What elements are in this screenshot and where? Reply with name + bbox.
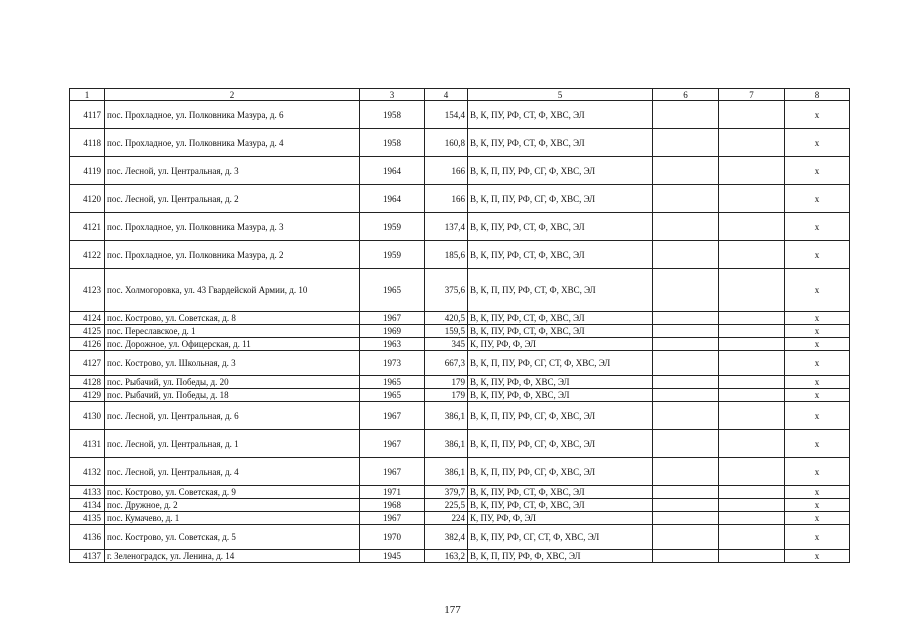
row-number: 4129: [70, 389, 105, 402]
table-row: [70, 550, 850, 563]
col7-cell: [719, 129, 785, 157]
services-cell: В, К, ПУ, РФ, СТ, Ф, ХВС, ЭЛ: [468, 325, 653, 338]
address-cell: пос. Прохладное, ул. Полковника Мазура, д. 2: [105, 241, 360, 269]
col6-cell: [653, 458, 719, 486]
table-row: [70, 241, 850, 269]
services-cell: В, К, ПУ, РФ, СГ, СТ, Ф, ХВС, ЭЛ: [468, 525, 653, 550]
area-cell: 386,1: [425, 402, 468, 430]
services-cell: В, К, П, ПУ, РФ, СГ, СТ, Ф, ХВС, ЭЛ: [468, 351, 653, 376]
table-row: [70, 338, 850, 351]
col6-cell: [653, 486, 719, 499]
year-cell: 1958: [360, 101, 425, 129]
year-cell: 1970: [360, 525, 425, 550]
row-number: 4131: [70, 430, 105, 458]
area-cell: 379,7: [425, 486, 468, 499]
row-number: 4137: [70, 550, 105, 563]
services-cell: К, ПУ, РФ, Ф, ЭЛ: [468, 338, 653, 351]
table-row: [70, 402, 850, 430]
col6-cell: [653, 338, 719, 351]
col7-cell: [719, 325, 785, 338]
table-row: [70, 213, 850, 241]
col6-cell: [653, 550, 719, 563]
address-cell: пос. Лесной, ул. Центральная, д. 6: [105, 402, 360, 430]
header-cell: 3: [360, 89, 425, 101]
area-cell: 667,3: [425, 351, 468, 376]
row-number: 4118: [70, 129, 105, 157]
year-cell: 1969: [360, 325, 425, 338]
year-cell: 1965: [360, 269, 425, 312]
table-row: [70, 376, 850, 389]
page-number: 177: [444, 604, 461, 616]
mark-cell: x: [785, 486, 850, 499]
col6-cell: [653, 376, 719, 389]
col7-cell: [719, 213, 785, 241]
year-cell: 1967: [360, 512, 425, 525]
col7-cell: [719, 512, 785, 525]
col6-cell: [653, 499, 719, 512]
year-cell: 1963: [360, 338, 425, 351]
col7-cell: [719, 269, 785, 312]
year-cell: 1959: [360, 241, 425, 269]
header-cell: 4: [425, 89, 468, 101]
address-cell: пос. Кострово, ул. Школьная, д. 3: [105, 351, 360, 376]
services-cell: В, К, ПУ, РФ, Ф, ХВС, ЭЛ: [468, 376, 653, 389]
col6-cell: [653, 389, 719, 402]
services-cell: К, ПУ, РФ, Ф, ЭЛ: [468, 512, 653, 525]
table-row: [70, 185, 850, 213]
mark-cell: x: [785, 269, 850, 312]
services-cell: В, К, ПУ, РФ, СТ, Ф, ХВС, ЭЛ: [468, 101, 653, 129]
col7-cell: [719, 351, 785, 376]
area-cell: 179: [425, 376, 468, 389]
address-cell: пос. Прохладное, ул. Полковника Мазура, д. 6: [105, 101, 360, 129]
year-cell: 1971: [360, 486, 425, 499]
services-cell: В, К, ПУ, РФ, СТ, Ф, ХВС, ЭЛ: [468, 312, 653, 325]
address-cell: пос. Кострово, ул. Советская, д. 5: [105, 525, 360, 550]
row-number: 4122: [70, 241, 105, 269]
row-number: 4120: [70, 185, 105, 213]
area-cell: 386,1: [425, 458, 468, 486]
services-cell: В, К, П, ПУ, РФ, СГ, Ф, ХВС, ЭЛ: [468, 402, 653, 430]
mark-cell: x: [785, 499, 850, 512]
mark-cell: x: [785, 458, 850, 486]
mark-cell: x: [785, 550, 850, 563]
row-number: 4125: [70, 325, 105, 338]
mark-cell: x: [785, 325, 850, 338]
row-number: 4130: [70, 402, 105, 430]
year-cell: 1973: [360, 351, 425, 376]
area-cell: 154,4: [425, 101, 468, 129]
row-number: 4123: [70, 269, 105, 312]
col6-cell: [653, 269, 719, 312]
col7-cell: [719, 458, 785, 486]
row-number: 4135: [70, 512, 105, 525]
mark-cell: x: [785, 129, 850, 157]
mark-cell: x: [785, 512, 850, 525]
col7-cell: [719, 241, 785, 269]
area-cell: 225,5: [425, 499, 468, 512]
mark-cell: x: [785, 376, 850, 389]
services-cell: В, К, П, ПУ, РФ, СГ, Ф, ХВС, ЭЛ: [468, 157, 653, 185]
header-cell: 5: [468, 89, 653, 101]
services-cell: В, К, ПУ, РФ, СТ, Ф, ХВС, ЭЛ: [468, 241, 653, 269]
table-row: [70, 499, 850, 512]
col7-cell: [719, 525, 785, 550]
mark-cell: x: [785, 157, 850, 185]
area-cell: 224: [425, 512, 468, 525]
services-cell: В, К, П, ПУ, РФ, Ф, ХВС, ЭЛ: [468, 550, 653, 563]
address-cell: пос. Кострово, ул. Советская, д. 9: [105, 486, 360, 499]
col6-cell: [653, 129, 719, 157]
area-cell: 137,4: [425, 213, 468, 241]
header-cell: 6: [653, 89, 719, 101]
row-number: 4136: [70, 525, 105, 550]
table-header-row: [70, 89, 850, 101]
year-cell: 1959: [360, 213, 425, 241]
address-cell: пос. Лесной, ул. Центральная, д. 1: [105, 430, 360, 458]
col7-cell: [719, 157, 785, 185]
col6-cell: [653, 430, 719, 458]
services-cell: В, К, П, ПУ, РФ, СГ, Ф, ХВС, ЭЛ: [468, 458, 653, 486]
col6-cell: [653, 312, 719, 325]
address-cell: пос. Кострово, ул. Советская, д. 8: [105, 312, 360, 325]
header-cell: 2: [105, 89, 360, 101]
row-number: 4127: [70, 351, 105, 376]
area-cell: 386,1: [425, 430, 468, 458]
address-cell: пос. Лесной, ул. Центральная, д. 4: [105, 458, 360, 486]
table-row: [70, 389, 850, 402]
col7-cell: [719, 402, 785, 430]
col6-cell: [653, 512, 719, 525]
mark-cell: x: [785, 430, 850, 458]
services-cell: В, К, ПУ, РФ, СТ, Ф, ХВС, ЭЛ: [468, 213, 653, 241]
area-cell: 166: [425, 185, 468, 213]
services-cell: В, К, П, ПУ, РФ, СГ, Ф, ХВС, ЭЛ: [468, 185, 653, 213]
col6-cell: [653, 351, 719, 376]
row-number: 4132: [70, 458, 105, 486]
area-cell: 375,6: [425, 269, 468, 312]
table-row: [70, 325, 850, 338]
row-number: 4121: [70, 213, 105, 241]
mark-cell: x: [785, 101, 850, 129]
col7-cell: [719, 550, 785, 563]
mark-cell: x: [785, 402, 850, 430]
address-cell: пос. Холмогоровка, ул. 43 Гвардейской Армии, д. 10: [105, 269, 360, 312]
col7-cell: [719, 430, 785, 458]
area-cell: 345: [425, 338, 468, 351]
services-cell: В, К, П, ПУ, РФ, СГ, Ф, ХВС, ЭЛ: [468, 430, 653, 458]
year-cell: 1967: [360, 402, 425, 430]
mark-cell: x: [785, 351, 850, 376]
col7-cell: [719, 185, 785, 213]
row-number: 4133: [70, 486, 105, 499]
table-row: [70, 486, 850, 499]
area-cell: 163,2: [425, 550, 468, 563]
header-cell: 1: [70, 89, 105, 101]
year-cell: 1965: [360, 389, 425, 402]
area-cell: 160,8: [425, 129, 468, 157]
col6-cell: [653, 213, 719, 241]
table-row: [70, 512, 850, 525]
services-cell: В, К, ПУ, РФ, СТ, Ф, ХВС, ЭЛ: [468, 129, 653, 157]
col6-cell: [653, 325, 719, 338]
row-number: 4124: [70, 312, 105, 325]
address-cell: пос. Дорожное, ул. Офицерская, д. 11: [105, 338, 360, 351]
table-row: [70, 430, 850, 458]
address-cell: пос. Кумачево, д. 1: [105, 512, 360, 525]
year-cell: 1968: [360, 499, 425, 512]
col6-cell: [653, 101, 719, 129]
col7-cell: [719, 101, 785, 129]
address-cell: пос. Рыбачий, ул. Победы, д. 20: [105, 376, 360, 389]
header-cell: 8: [785, 89, 850, 101]
mark-cell: x: [785, 338, 850, 351]
address-cell: пос. Дружное, д. 2: [105, 499, 360, 512]
address-cell: г. Зеленоградск, ул. Ленина, д. 14: [105, 550, 360, 563]
address-cell: пос. Лесной, ул. Центральная, д. 2: [105, 185, 360, 213]
services-cell: В, К, ПУ, РФ, СТ, Ф, ХВС, ЭЛ: [468, 486, 653, 499]
col7-cell: [719, 338, 785, 351]
housing-table: [69, 88, 850, 563]
area-cell: 179: [425, 389, 468, 402]
table-row: [70, 525, 850, 550]
col7-cell: [719, 486, 785, 499]
area-cell: 185,6: [425, 241, 468, 269]
address-cell: пос. Прохладное, ул. Полковника Мазура, д. 3: [105, 213, 360, 241]
col7-cell: [719, 312, 785, 325]
col6-cell: [653, 185, 719, 213]
area-cell: 382,4: [425, 525, 468, 550]
table-row: [70, 157, 850, 185]
table-row: [70, 269, 850, 312]
col7-cell: [719, 499, 785, 512]
table-row: [70, 458, 850, 486]
mark-cell: x: [785, 312, 850, 325]
col6-cell: [653, 402, 719, 430]
mark-cell: x: [785, 213, 850, 241]
year-cell: 1967: [360, 430, 425, 458]
address-cell: пос. Рыбачий, ул. Победы, д. 18: [105, 389, 360, 402]
year-cell: 1967: [360, 312, 425, 325]
address-cell: пос. Переславское, д. 1: [105, 325, 360, 338]
year-cell: 1967: [360, 458, 425, 486]
mark-cell: x: [785, 389, 850, 402]
table-row: [70, 129, 850, 157]
year-cell: 1945: [360, 550, 425, 563]
year-cell: 1964: [360, 157, 425, 185]
mark-cell: x: [785, 525, 850, 550]
services-cell: В, К, ПУ, РФ, СТ, Ф, ХВС, ЭЛ: [468, 499, 653, 512]
table-body: [70, 89, 850, 563]
table-row: [70, 312, 850, 325]
address-cell: пос. Прохладное, ул. Полковника Мазура, д. 4: [105, 129, 360, 157]
table-row: [70, 351, 850, 376]
year-cell: 1964: [360, 185, 425, 213]
year-cell: 1965: [360, 376, 425, 389]
row-number: 4117: [70, 101, 105, 129]
row-number: 4134: [70, 499, 105, 512]
header-cell: 7: [719, 89, 785, 101]
table-row: [70, 101, 850, 129]
address-cell: пос. Лесной, ул. Центральная, д. 3: [105, 157, 360, 185]
mark-cell: x: [785, 185, 850, 213]
services-cell: В, К, П, ПУ, РФ, СТ, Ф, ХВС, ЭЛ: [468, 269, 653, 312]
col6-cell: [653, 525, 719, 550]
row-number: 4126: [70, 338, 105, 351]
row-number: 4119: [70, 157, 105, 185]
col6-cell: [653, 157, 719, 185]
col7-cell: [719, 376, 785, 389]
area-cell: 420,5: [425, 312, 468, 325]
mark-cell: x: [785, 241, 850, 269]
col7-cell: [719, 389, 785, 402]
row-number: 4128: [70, 376, 105, 389]
area-cell: 159,5: [425, 325, 468, 338]
services-cell: В, К, ПУ, РФ, Ф, ХВС, ЭЛ: [468, 389, 653, 402]
year-cell: 1958: [360, 129, 425, 157]
col6-cell: [653, 241, 719, 269]
area-cell: 166: [425, 157, 468, 185]
